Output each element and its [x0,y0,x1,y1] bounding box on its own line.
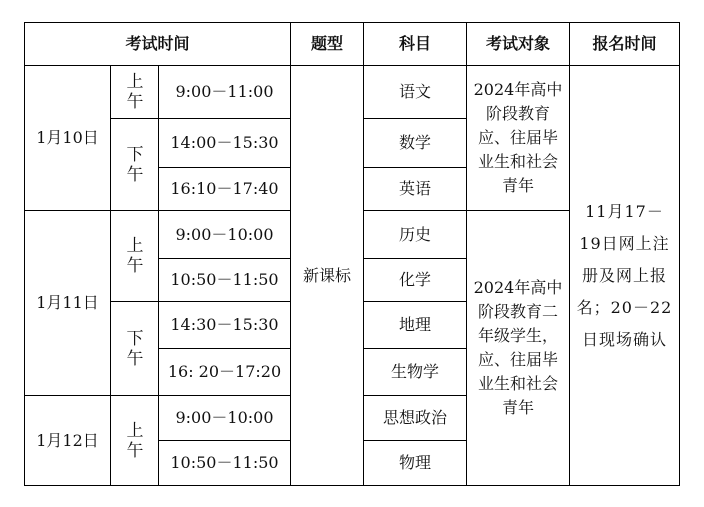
time-cell: 10:50－11:50 [159,259,291,302]
time-cell: 16: 20－17:20 [159,349,291,396]
target-cell: 2024年高中阶段教育二年级学生，应、往届毕业生和社会青年 [467,211,570,486]
registration-cell: 11月17－19日网上注册及网上报名；20－22日现场确认 [570,66,680,486]
header-type: 题型 [291,23,364,66]
time-cell: 10:50－11:50 [159,441,291,486]
time-cell: 9:00－10:00 [159,396,291,441]
header-exam-time: 考试时间 [25,23,291,66]
question-type-cell: 新课标 [291,66,364,486]
time-cell: 16:10－17:40 [159,168,291,211]
subject-cell: 语文 [364,66,467,119]
time-cell: 14:30－15:30 [159,302,291,349]
subject-cell: 物理 [364,441,467,486]
subject-cell: 数学 [364,119,467,168]
date-cell: 1月12日 [25,396,111,486]
half-cell [111,302,159,396]
date-cell: 1月10日 [25,66,111,211]
half-label-pm: 下午 [126,328,144,369]
half-cell [111,396,159,486]
subject-cell: 化学 [364,259,467,302]
exam-schedule-table [24,22,680,486]
exam-schedule [24,22,680,486]
target-cell: 2024年高中阶段教育应、往届毕业生和社会青年 [467,66,570,211]
time-cell: 14:00－15:30 [159,119,291,168]
subject-cell: 生物学 [364,349,467,396]
header-target: 考试对象 [467,23,570,66]
half-cell [111,66,159,119]
half-cell [111,211,159,302]
half-label-pm: 下午 [126,144,144,185]
header-registration: 报名时间 [570,23,680,66]
time-cell: 9:00－11:00 [159,66,291,119]
subject-cell: 地理 [364,302,467,349]
half-label-am: 上午 [126,72,144,112]
date-cell: 1月11日 [25,211,111,396]
half-label-am: 上午 [126,420,144,461]
subject-cell: 思想政治 [364,396,467,441]
header-subject: 科目 [364,23,467,66]
half-cell [111,119,159,211]
header-row [25,23,680,66]
subject-cell: 历史 [364,211,467,259]
time-cell: 9:00－10:00 [159,211,291,259]
half-label-am: 上午 [126,236,144,276]
subject-cell: 英语 [364,168,467,211]
table-row [25,66,680,119]
